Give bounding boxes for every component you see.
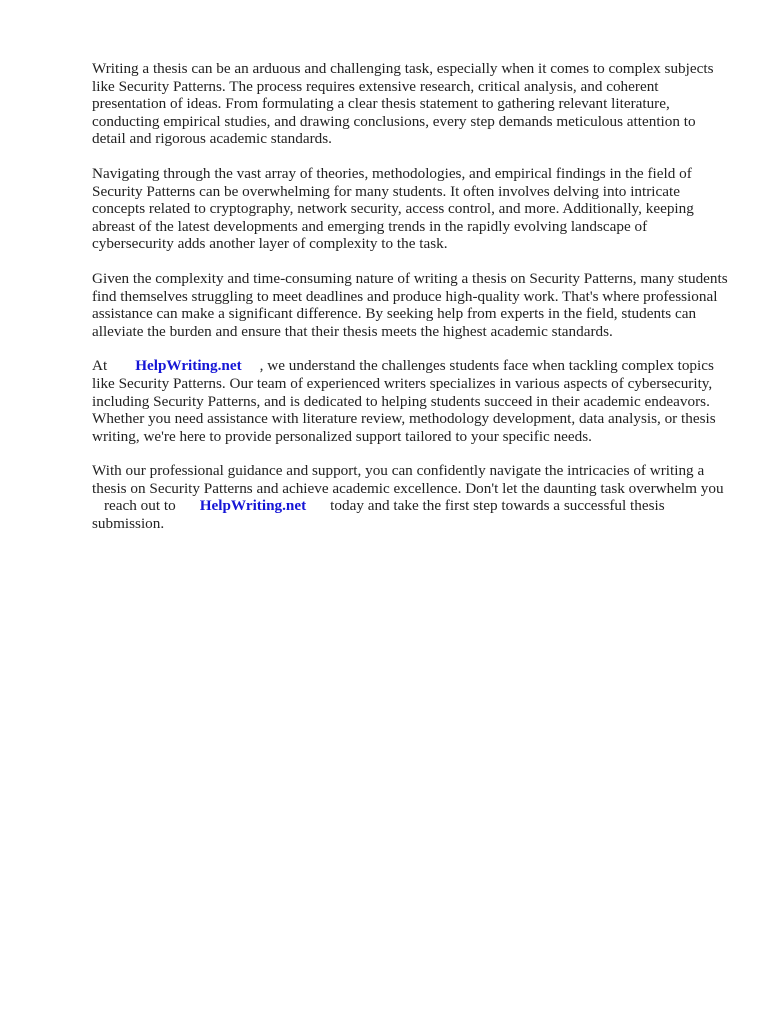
paragraph-5-mid: reach out to — [104, 497, 176, 515]
paragraph-3: Given the complexity and time-consuming nature of writing a thesis on Security Patterns, many students find themselves struggling to meet deadlines and produce high-quality work. That's where professional assistance can make a significant difference. By seeking help from experts in the field, students can alleviate the burden and ensure that their thesis meets the highest academic standards. — [92, 269, 728, 340]
paragraph-4-text: , we understand the challenges students face when tackling complex topics like Security Patterns. Our team of experienced writers specializes in various aspects of cybersecurity, including Security Patterns, and is dedicated to helping students succeed in their academic endeavors. Whether you need assistance with literature review, methodology development, data analysis, or thesis writing, we're here to provide personalized support tailored to your specific needs. — [92, 357, 716, 445]
paragraph-4 — [92, 357, 732, 445]
paragraph-5-lead: With our professional guidance and support, you can confidently navigate the intricacies of writing a thesis on Security Patterns and achieve academic excellence. Don't let the daunting task overwhelm you — [92, 462, 724, 497]
helpwriting-link-2[interactable]: HelpWriting.net — [199, 497, 307, 515]
document-page — [92, 60, 732, 550]
paragraph-4-lead: At — [92, 357, 108, 375]
helpwriting-link[interactable]: HelpWriting.net — [135, 357, 242, 375]
paragraph-1: Writing a thesis can be an arduous and challenging task, especially when it comes to complex subjects like Security Patterns. The process requires extensive research, critical analysis, and coherent presentation of ideas. From formulating a clear thesis statement to gathering relevant literature, conducting empirical studies, and drawing conclusions, every step demands meticulous attention to detail and rigorous academic standards. — [92, 60, 714, 148]
paragraph-2: Navigating through the vast array of theories, methodologies, and empirical findings in the field of Security Patterns can be overwhelming for many students. It often involves delving into intricate concepts related to cryptography, network security, access control, and more. Additionally, keeping abreast of the latest developments and emerging trends in the rapidly evolving landscape of cybersecurity adds another layer of complexity to the task. — [92, 164, 694, 253]
paragraph-5 — [92, 462, 732, 532]
paragraph-5-text: today and take the first step towards a successful thesis submission. — [92, 497, 665, 533]
